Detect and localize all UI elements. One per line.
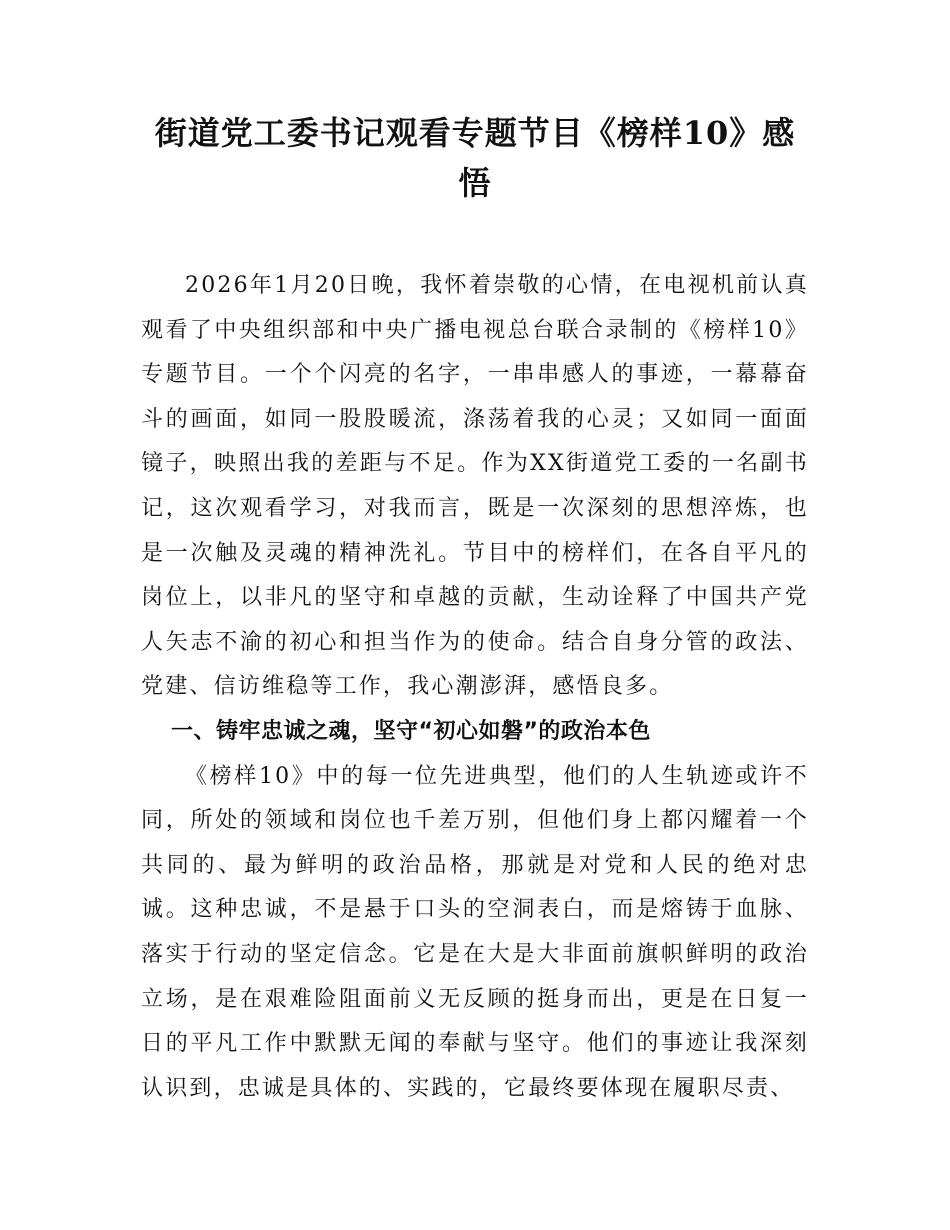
- section-heading-1: 一、铸牢忠诚之魂，坚守“初心如磐”的政治本色: [171, 718, 651, 744]
- document-title: 街道党工委书记观看专题节目《榜样10》感悟: [154, 114, 796, 202]
- section-1-paragraph: 《榜样10》中的每一位先进典型，他们的人生轨迹或许不同，所处的领域和岗位也千差万别，但他们身上都闪耀着一个共同的、最为鲜明的政治品格，那就是对党和人民的绝对忠诚。这种忠诚，不是悬于口头的空洞表白，而是熔铸于血脉、落实于行动的坚定信念。它是在大是大非面前旗帜鲜明的政治立场，是在艰难险阻面前义无反顾的挺身而出，更是在日复一日的平凡工作中默默无闻的奉献与坚守。他们的事迹让我深刻认识到，忠诚是具体的、实践的，它最终要体现在履职尽责、: [141, 763, 809, 1101]
- intro-paragraph: 2026年1月20日晚，我怀着崇敬的心情，在电视机前认真观看了中央组织部和中央广播电视总台联合录制的《榜样10》专题节目。一个个闪亮的名字，一串串感人的事迹，一幕幕奋斗的画面，如同一股股暖流，涤荡着我的心灵；又如同一面面镜子，映照出我的差距与不足。作为XX街道党工委的一名副书记，这次观看学习，对我而言，既是一次深刻的思想淬炼，也是一次触及灵魂的精神洗礼。节目中的榜样们，在各自平凡的岗位上，以非凡的坚守和卓越的贡献，生动诠释了中国共产党人矢志不渝的初心和担当作为的使命。结合自身分管的政法、党建、信访维稳等工作，我心潮澎湃，感悟良多。: [141, 273, 809, 700]
- document-body: [141, 264, 809, 1104]
